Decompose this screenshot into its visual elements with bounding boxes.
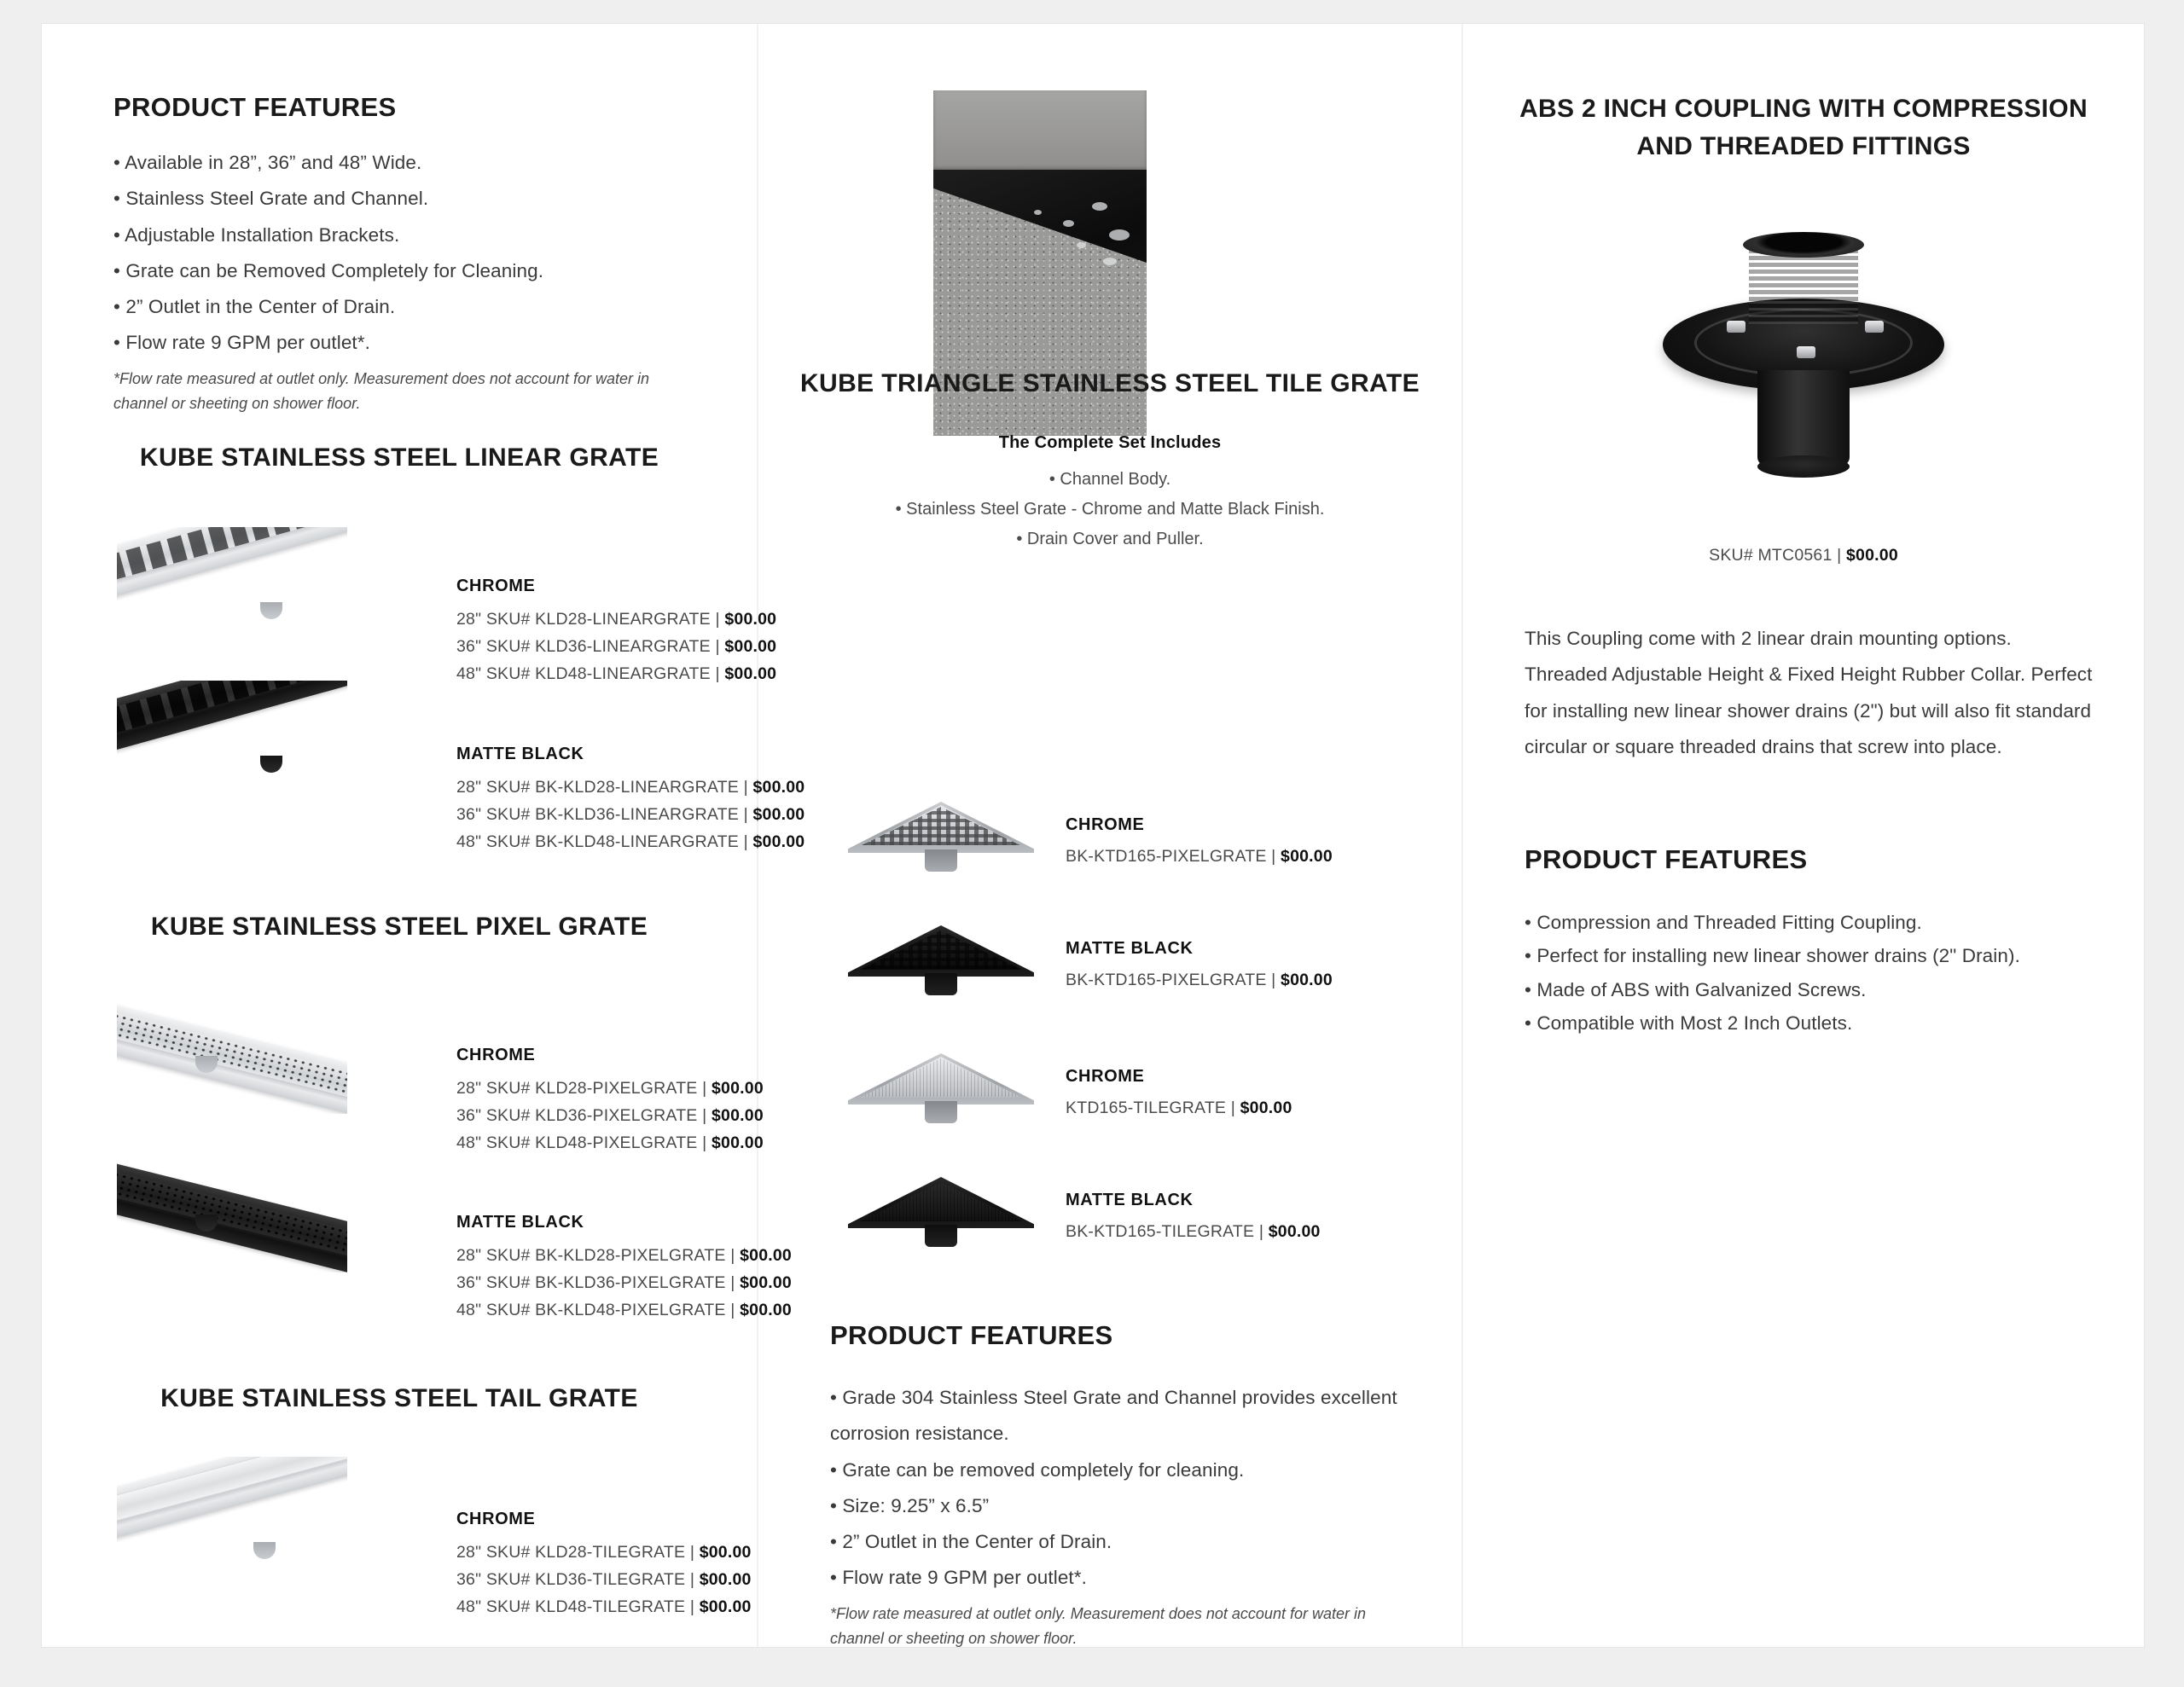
triangle-product-skus <box>1066 1191 1321 1246</box>
linear-grate-title: KUBE STAINLESS STEEL LINEAR GRATE <box>139 443 659 472</box>
linear-grate-images <box>117 527 347 809</box>
tail-grate-images <box>117 1457 347 1585</box>
triangle-product-skus <box>1066 939 1333 994</box>
flow-rate-footnote: *Flow rate measured at outlet only. Measurement does not account for water in channel or sheeting on shower floor. <box>830 1604 1366 1647</box>
page-title: PRODUCT FEATURES <box>1525 844 1808 874</box>
page-title: PRODUCT FEATURES <box>830 1320 1113 1350</box>
triangle-black-tile-image <box>831 1175 1051 1252</box>
sku-line: 48" SKU# BK-KLD48-PIXELGRATE | $00.00 <box>456 1300 792 1319</box>
finish-label-chrome: CHROME <box>1066 1067 1145 1086</box>
linear-grate-chrome-image <box>117 527 347 655</box>
sku-line: BK-KTD165-TILEGRATE | $00.00 <box>1066 1222 1321 1241</box>
sku-line: 36" SKU# KLD36-TILEGRATE | $00.00 <box>456 1569 752 1589</box>
triangle-product-skus <box>1066 815 1333 871</box>
screw-icon <box>1797 346 1815 358</box>
list-item: • Perfect for installing new linear shower drains (2" Drain). <box>1525 945 2020 967</box>
sku-line: 28" SKU# BK-KLD28-LINEARGRATE | $00.00 <box>456 778 805 797</box>
coupling-sku: SKU# MTC0561 | $00.00 <box>1709 546 1898 565</box>
list-item: • Drain Cover and Puller. <box>1016 530 1204 548</box>
list-item: • Channel Body. <box>1048 470 1171 489</box>
flow-rate-footnote: *Flow rate measured at outlet only. Measurement does not account for water in channel or sheeting on shower floor. <box>113 369 649 412</box>
finish-label-chrome: CHROME <box>456 1510 536 1528</box>
pixel-grate-chrome-image <box>117 986 347 1114</box>
list-item: • Grate can be removed completely for cleaning. <box>830 1458 1245 1481</box>
mid-product-features <box>830 1320 1419 1651</box>
left-feature-list <box>113 145 702 362</box>
finish-label-matte-black: MATTE BLACK <box>456 745 584 763</box>
list-item: • Compatible with Most 2 Inch Outlets. <box>1525 1012 1853 1035</box>
sku-line: 48" SKU# KLD48-TILEGRATE | $00.00 <box>456 1597 752 1616</box>
finish-label-chrome: CHROME <box>456 1046 536 1064</box>
list-item: • Grade 304 Stainless Steel Grate and Channel provides excellent corrosion resistance. <box>830 1387 1397 1445</box>
pixel-grate-images <box>117 986 347 1272</box>
panel-linear-grates <box>42 24 805 1647</box>
sku-line: 28" SKU# BK-KLD28-PIXELGRATE | $00.00 <box>456 1246 792 1265</box>
screw-icon <box>1865 321 1884 333</box>
finish-label-chrome: CHROME <box>1066 815 1145 834</box>
screw-icon <box>1727 321 1745 333</box>
pixel-grate-black-image <box>117 1145 347 1272</box>
right-feature-list <box>1525 906 2098 1041</box>
brochure-sheet <box>41 23 2145 1648</box>
finish-label-chrome: CHROME <box>456 577 536 595</box>
linear-grate-black-image <box>117 681 347 809</box>
page-title: PRODUCT FEATURES <box>113 92 397 122</box>
sku-line: 36" SKU# BK-KLD36-LINEARGRATE | $00.00 <box>456 804 805 824</box>
list-item: • Made of ABS with Galvanized Screws. <box>1525 978 1867 1000</box>
list-item: • Available in 28”, 36” and 48” Wide. <box>113 152 422 173</box>
tail-grate-chrome-skus <box>456 1510 752 1620</box>
triangle-grate-title: KUBE TRIANGLE STAINLESS STEEL TILE GRATE <box>799 369 1420 397</box>
sku-line: 48" SKU# KLD48-PIXELGRATE | $00.00 <box>456 1133 764 1152</box>
linear-grate-chrome-skus <box>456 577 776 687</box>
list-item: • Flow rate 9 GPM per outlet*. <box>830 1567 1087 1589</box>
sku-line: 48" SKU# BK-KLD48-LINEARGRATE | $00.00 <box>456 832 805 851</box>
sku-line: 48" SKU# KLD48-LINEARGRATE | $00.00 <box>456 664 777 683</box>
pixel-grate-chrome-skus <box>456 1046 764 1157</box>
finish-label-matte-black: MATTE BLACK <box>1066 939 1194 958</box>
sku-line: KTD165-TILEGRATE | $00.00 <box>1066 1099 1292 1117</box>
sku-line: 28" SKU# KLD28-LINEARGRATE | $00.00 <box>456 610 777 629</box>
list-item: • Stainless Steel Grate and Channel. <box>113 188 429 210</box>
linear-grate-black-skus <box>456 745 804 855</box>
coupling-title: ABS 2 INCH COUPLING WITH COMPRESSION AND THREADED FITTINGS <box>1519 95 2088 160</box>
list-item: • 2” Outlet in the Center of Drain. <box>113 296 396 318</box>
list-item: • 2” Outlet in the Center of Drain. <box>830 1531 1112 1553</box>
tail-grate-section <box>42 1384 757 1413</box>
sku-line: 36" SKU# BK-KLD36-PIXELGRATE | $00.00 <box>456 1272 792 1292</box>
list-item: • Compression and Threaded Fitting Coupling. <box>1525 912 1922 933</box>
tail-grate-title: KUBE STAINLESS STEEL TAIL GRATE <box>160 1384 638 1412</box>
sku-line: BK-KTD165-PIXELGRATE | $00.00 <box>1066 971 1333 989</box>
abs-coupling-image <box>1624 227 1983 483</box>
complete-set-includes <box>758 433 1461 554</box>
list-item: • Flow rate 9 GPM per outlet*. <box>113 332 370 354</box>
sku-line: BK-KTD165-PIXELGRATE | $00.00 <box>1066 847 1333 866</box>
triangle-chrome-pixel-image <box>831 800 1051 877</box>
triangle-chrome-tile-image <box>831 1052 1051 1128</box>
finish-label-matte-black: MATTE BLACK <box>456 1213 584 1232</box>
sku-line: 28" SKU# KLD28-PIXELGRATE | $00.00 <box>456 1079 764 1098</box>
list-item: • Grate can be Removed Completely for Cleaning. <box>113 259 544 281</box>
coupling-description: This Coupling come with 2 linear drain mounting options. Threaded Adjustable Height & Fixed Height Rubber Collar. Perfect for installing new linear shower drains (2") but will also fit standard circular or square threaded drains that screw into place. <box>1525 628 2093 757</box>
sku-line: 36" SKU# KLD36-LINEARGRATE | $00.00 <box>456 636 777 656</box>
triangle-product-skus <box>1066 1067 1292 1122</box>
finish-label-matte-black: MATTE BLACK <box>1066 1191 1194 1209</box>
panel-abs-coupling <box>1463 24 2144 1647</box>
triangle-grate-title-wrap <box>758 369 1461 398</box>
sku-line: 36" SKU# KLD36-PIXELGRATE | $00.00 <box>456 1105 764 1125</box>
list-item: • Stainless Steel Grate - Chrome and Matte Black Finish. <box>895 500 1325 519</box>
tail-grate-chrome-image <box>117 1457 347 1585</box>
pixel-grate-section <box>42 913 757 942</box>
pixel-grate-title: KUBE STAINLESS STEEL PIXEL GRATE <box>150 913 648 941</box>
pixel-grate-black-skus <box>456 1213 792 1324</box>
triangle-black-pixel-image <box>831 924 1051 1000</box>
set-includes-heading: The Complete Set Includes <box>998 433 1222 452</box>
sku-line: 28" SKU# KLD28-TILEGRATE | $00.00 <box>456 1543 752 1562</box>
list-item: • Size: 9.25” x 6.5” <box>830 1494 990 1516</box>
panel-triangle-grates <box>758 24 1463 1647</box>
linear-grate-section <box>42 443 757 472</box>
left-product-features <box>113 92 702 416</box>
list-item: • Adjustable Installation Brackets. <box>113 223 400 246</box>
right-product-features <box>1525 844 2098 1041</box>
mid-feature-list <box>830 1380 1419 1597</box>
